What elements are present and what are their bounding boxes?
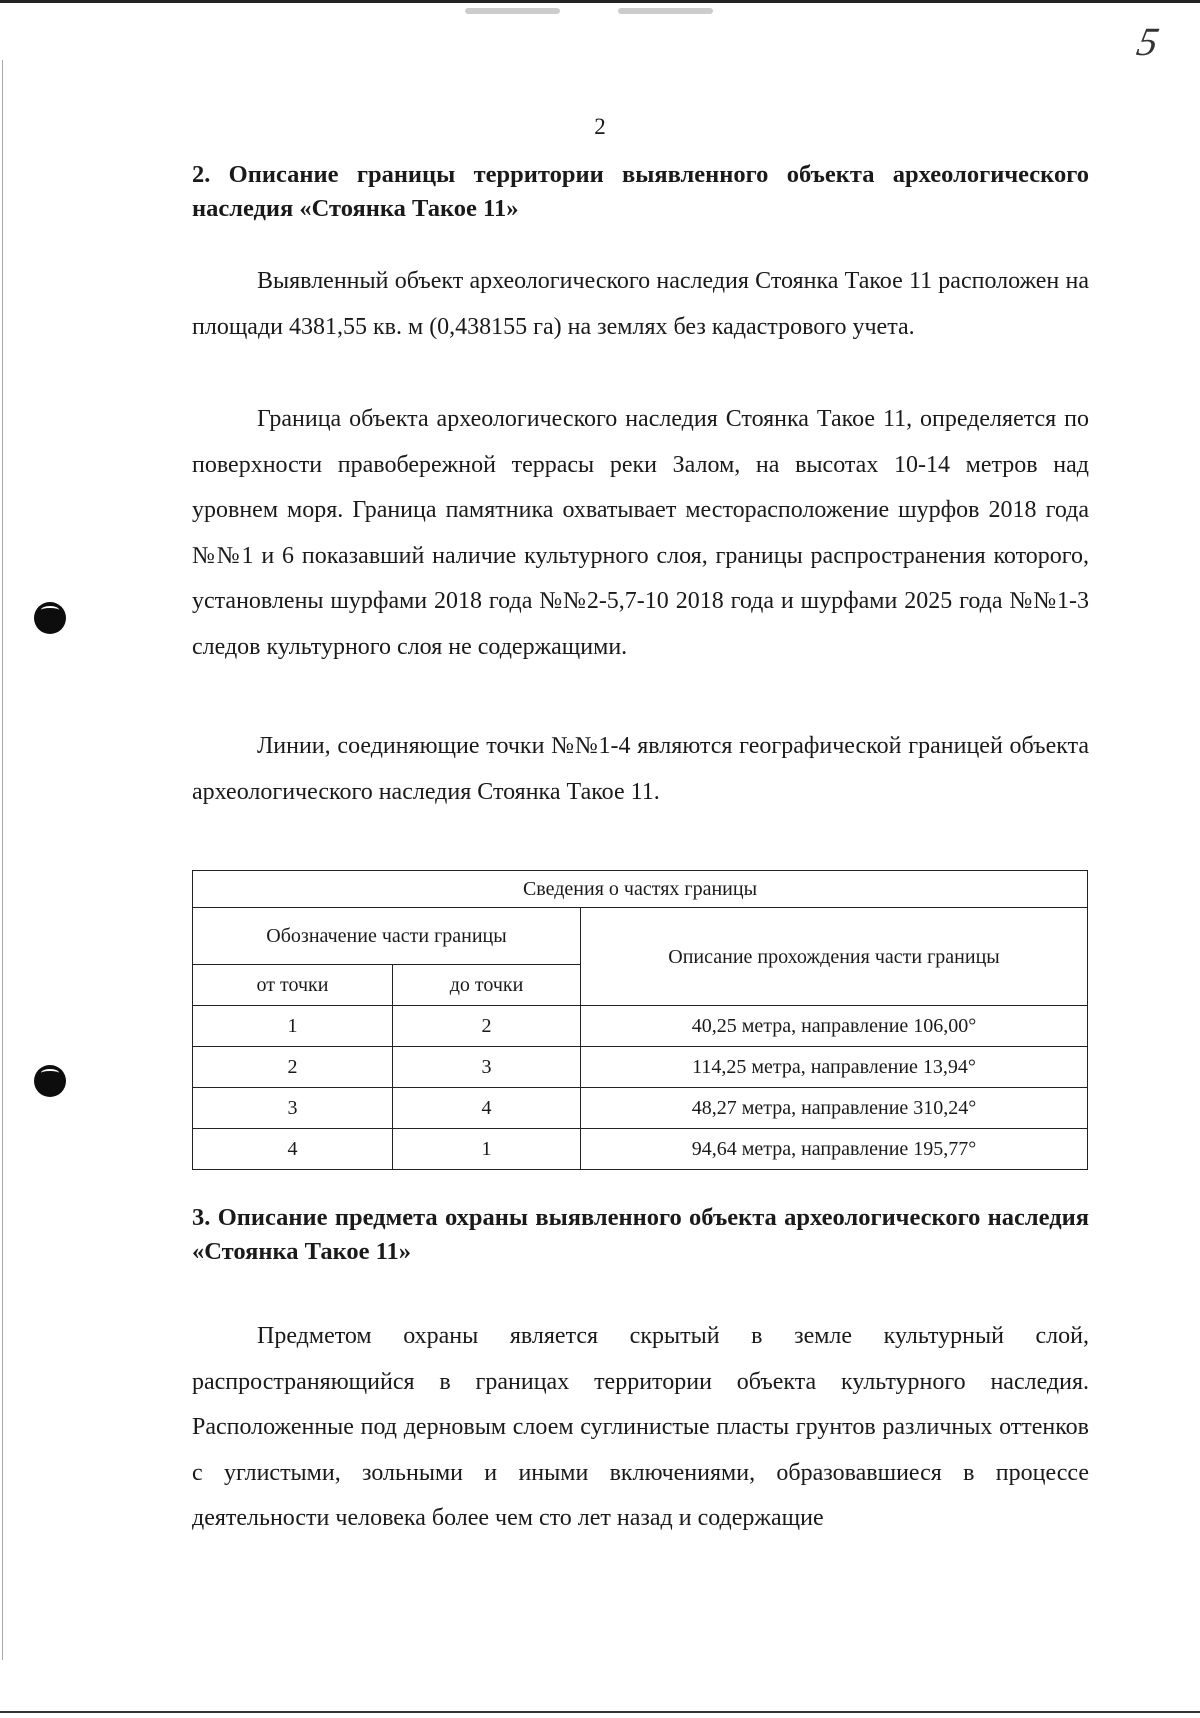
cell-from: 3 — [193, 1088, 393, 1129]
table-row — [193, 1129, 1088, 1170]
cell-to: 3 — [393, 1047, 581, 1088]
punch-hole-icon — [34, 602, 66, 634]
punch-hole-icon — [34, 1065, 66, 1097]
cell-description: 48,27 метра, направление 310,24° — [581, 1088, 1088, 1129]
cell-to: 4 — [393, 1088, 581, 1129]
table-header-description: Описание прохождения части границы — [581, 908, 1088, 1006]
cell-from: 4 — [193, 1129, 393, 1170]
cell-description: 114,25 метра, направление 13,94° — [581, 1047, 1088, 1088]
paragraph-lines: Линии, соединяющие точки №№1-4 являются географической границей объекта археологического наследия Стоянка Такое 11. — [192, 733, 1089, 805]
table-row — [193, 1088, 1088, 1129]
section-3-heading: 3. Описание предмета охраны выявленного объекта археологического наследия «Стоянка Такое 11» — [192, 1204, 1089, 1265]
cell-description: 94,64 метра, направление 195,77° — [581, 1129, 1088, 1170]
cell-from: 2 — [193, 1047, 393, 1088]
scan-noise — [465, 8, 560, 14]
handwritten-page-mark: 5 — [1133, 19, 1163, 64]
table-row — [193, 1047, 1088, 1088]
table-row — [193, 1006, 1088, 1047]
cell-to: 1 — [393, 1129, 581, 1170]
paragraph-boundary: Граница объекта археологического наследия Стоянка Такое 11, определяется по поверхности правобережной террасы реки Залом, на высотах 10-14 метров над уровнем моря. Граница памятника охватывает месторасположение шурфов 2018 года №№1 и 6 показавший наличие культурного слоя, границы распространения которого, установлены шурфами 2018 года №№2-5,7-10 2018 года и шурфами 2025 года №№1-3 следов культурного слоя не содержащими. — [192, 406, 1089, 660]
section-2-heading: 2. Описание границы территории выявленного объекта археологического наследия «Стоянка Такое 11» — [192, 161, 1089, 222]
table-header-from: от точки — [193, 965, 393, 1006]
page-number: 2 — [594, 114, 606, 139]
scan-left-edge — [2, 60, 3, 1660]
paragraph-area: Выявленный объект археологического наследия Стоянка Такое 11 расположен на площади 4381,55 кв. м (0,438155 га) на землях без кадастрового учета. — [192, 268, 1089, 340]
table-caption: Сведения о частях границы — [193, 871, 1088, 908]
cell-description: 40,25 метра, направление 106,00° — [581, 1006, 1088, 1047]
table-group-header: Обозначение части границы — [193, 908, 581, 965]
table-header-to: до точки — [393, 965, 581, 1006]
scan-top-edge — [0, 0, 1200, 3]
cell-from: 1 — [193, 1006, 393, 1047]
scan-bottom-edge — [0, 1711, 1200, 1713]
scan-noise — [618, 8, 713, 14]
cell-to: 2 — [393, 1006, 581, 1047]
paragraph-protection-subject: Предметом охраны является скрытый в земле культурный слой, распространяющийся в границах территории объекта культурного наследия. Расположенные под дерновым слоем суглинистые пласты грунтов различных оттенков с углистыми, зольными и иными включениями, образовавшиеся в процессе деятельности человека более чем сто лет назад и содержащие — [192, 1323, 1089, 1531]
boundary-parts-table — [192, 870, 1088, 1170]
